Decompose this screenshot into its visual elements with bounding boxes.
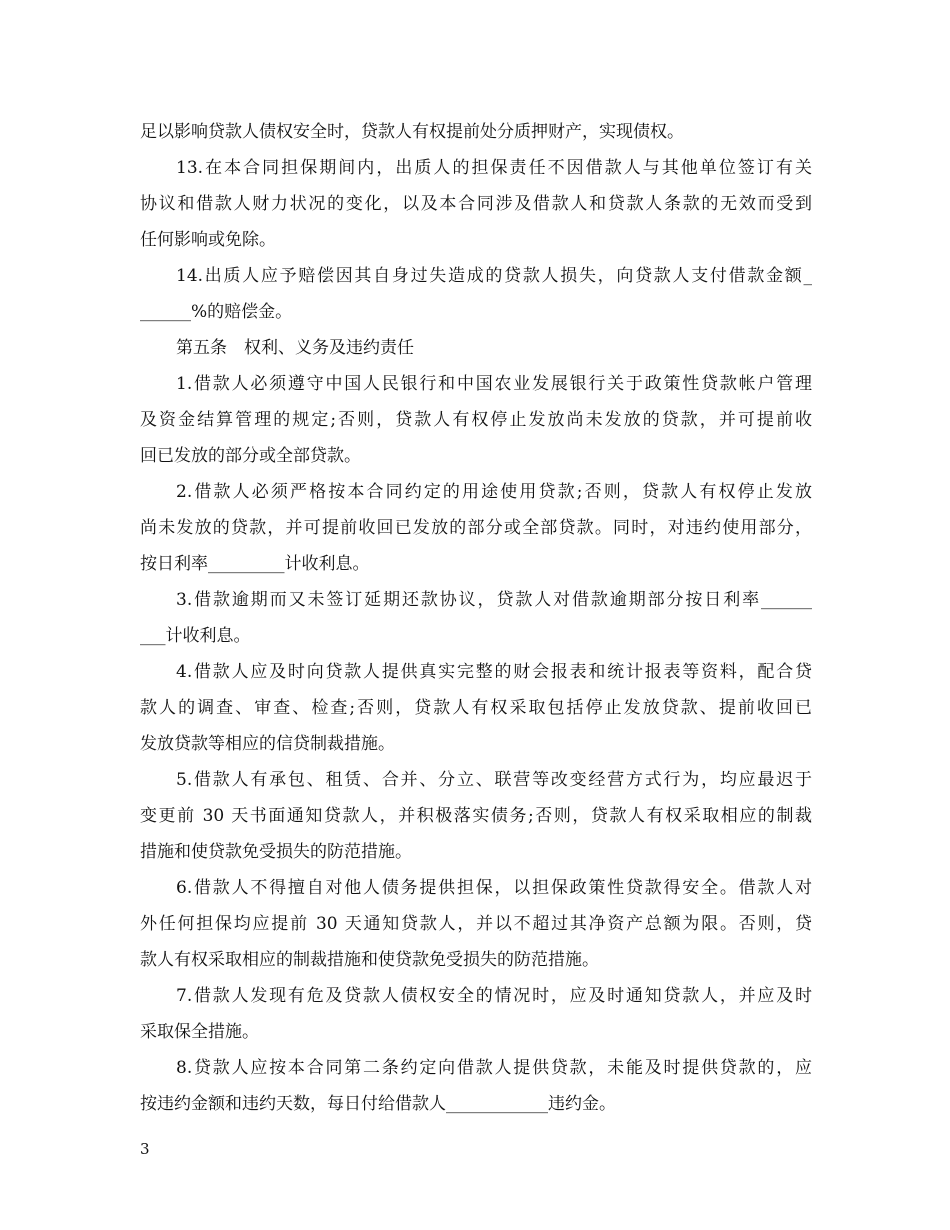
text-line: 第五条 权利、义务及违约责任 <box>176 338 414 358</box>
text-line: 款人的调查、审查、检查;否则，贷款人有权采取包括停止发放贷款、提前收回已 <box>140 698 812 718</box>
text-line: 5.借款人有承包、租赁、合并、分立、联营等改变经营方式行为，均应最迟于 <box>176 770 812 790</box>
text-line: 7.借款人发现有危及贷款人债权安全的情况时，应及时通知贷款人，并应及时 <box>176 986 812 1006</box>
text-line: 按日利率_________计收利息。 <box>140 554 370 574</box>
text-line: 及资金结算管理的规定;否则，贷款人有权停止发放尚未发放的贷款，并可提前收 <box>140 410 812 430</box>
text-line: 发放贷款等相应的信贷制裁措施。 <box>140 734 395 754</box>
text-line: 采取保全措施。 <box>140 1022 259 1042</box>
text-line: 14.出质人应予赔偿因其自身过失造成的贷款人损失，向贷款人支付借款金额_ <box>176 266 812 286</box>
text-line: ______%的赔偿金。 <box>140 302 293 322</box>
text-line: 2.借款人必须严格按本合同约定的用途使用贷款;否则，贷款人有权停止发放 <box>176 482 812 502</box>
text-line: 1.借款人必须遵守中国人民银行和中国农业发展银行关于政策性贷款帐户管理 <box>176 374 812 394</box>
contract-body-text <box>140 114 812 1122</box>
text-line: 3.借款逾期而又未签订延期还款协议，贷款人对借款逾期部分按日利率______ <box>176 590 812 610</box>
text-line: ___计收利息。 <box>140 626 251 646</box>
page-number: 3 <box>140 1140 150 1158</box>
text-line: 按违约金额和违约天数，每日付给借款人____________违约金。 <box>140 1094 616 1114</box>
text-line: 足以影响贷款人债权安全时，贷款人有权提前处分质押财产，实现债权。 <box>140 122 684 142</box>
text-line: 尚未发放的贷款，并可提前收回已发放的部分或全部贷款。同时，对违约使用部分， <box>140 518 812 538</box>
text-line: 变更前 30 天书面通知贷款人，并积极落实债务;否则，贷款人有权采取相应的制裁 <box>140 806 812 826</box>
text-line: 8.贷款人应按本合同第二条约定向借款人提供贷款，未能及时提供贷款的，应 <box>176 1058 812 1078</box>
text-line: 协议和借款人财力状况的变化，以及本合同涉及借款人和贷款人条款的无效而受到 <box>140 194 812 214</box>
text-line: 任何影响或免除。 <box>140 230 276 250</box>
text-line: 外任何担保均应提前 30 天通知贷款人，并以不超过其净资产总额为限。否则，贷 <box>140 914 812 934</box>
text-line: 13.在本合同担保期间内，出质人的担保责任不因借款人与其他单位签订有关 <box>176 158 812 178</box>
text-line: 措施和使贷款免受损失的防范措施。 <box>140 842 412 862</box>
text-line: 4.借款人应及时向贷款人提供真实完整的财会报表和统计报表等资料，配合贷 <box>176 662 812 682</box>
text-line: 6.借款人不得擅自对他人债务提供担保，以担保政策性贷款得安全。借款人对 <box>176 878 812 898</box>
text-line: 回已发放的部分或全部贷款。 <box>140 446 361 466</box>
text-line: 款人有权采取相应的制裁措施和使贷款免受损失的防范措施。 <box>140 950 599 970</box>
